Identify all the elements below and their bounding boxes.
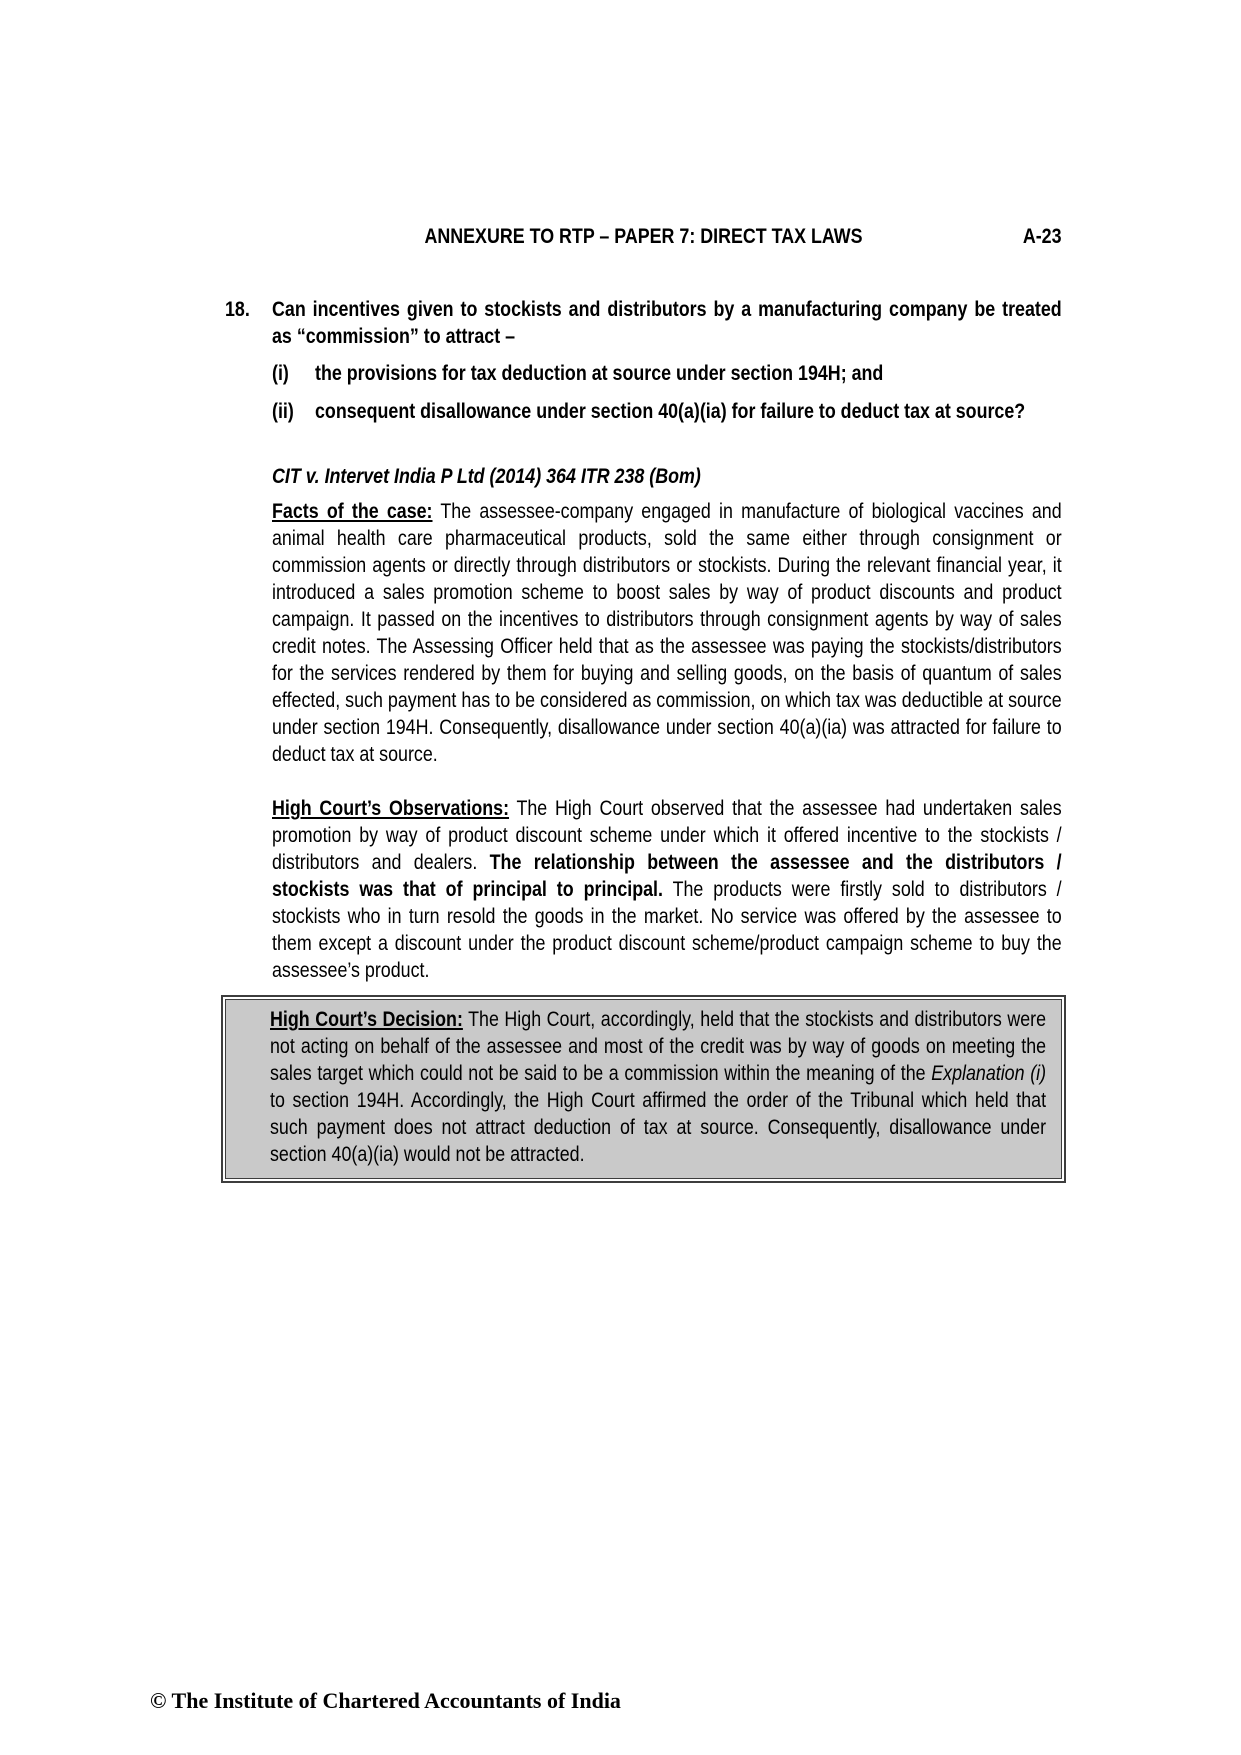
question-number: 18. [225,298,250,321]
page-header [225,223,1062,251]
item-ii-text: consequent disallowance under section 40(a)(ia) for failure to deduct tax at source? [315,400,1026,423]
item-i-marker: (i) [272,362,289,385]
question-18 [225,296,1062,350]
item-i-text: the provisions for tax deduction at source under section 194H; and [315,362,884,385]
footer-copyright: © The Institute of Chartered Accountants of India [150,1688,621,1713]
header-title: ANNEXURE TO RTP – PAPER 7: DIRECT TAX LAWS [424,225,863,248]
page-number: A-23 [1023,225,1062,248]
item-ii-marker: (ii) [272,400,294,423]
decision-paragraph: High Court’s Decision: The High Court, accordingly, held that the stockists and distributors were not acting on behalf of the assessee and most of the credit was by way of goods on meeting the sales target which could not be said to be a commission within the meaning of the Explanation (i) to section 194H. Accordingly, the High Court affirmed the order of the Tribunal which held that such payment does not attract deduction of tax at source. Consequently, disallowance under section 40(a)(ia) would not be attracted. [270,1008,1047,1166]
question-text: Can incentives given to stockists and distributors by a manufacturing company be treated as “commission” to attract – [272,298,1062,348]
observations-paragraph: High Court’s Observations: The High Court observed that the assessee had undertaken sales promotion by way of product discount scheme under which it offered incentive to the stockists / distributors and dealers. The relationship between the assessee and the distributors / stockists was that of principal to principal. The products were firstly sold to distributors / stockists who in turn resold the goods in the market. No service was offered by the assessee to them except a discount under the product discount scheme/product campaign scheme to buy the assessee’s product. [272,797,1062,982]
decision-box [225,999,1062,1179]
question-item-ii [272,398,1194,425]
facts-paragraph: Facts of the case: The assessee-company engaged in manufacture of biological vaccines and animal health care pharmaceutical products, sold the same either through consignment or commission agents or directly through distributors or stockists. During the relevant financial year, it introduced a sales promotion scheme to boost sales by way of product discounts and product campaign. It passed on the incentives to distributors through consignment agents by way of sales credit notes. The Assessing Officer held that as the assessee was paying the stockists/distributors for the services rendered by them for buying and selling goods, on the basis of quantum of sales effected, such payment has to be considered as commission, on which tax was deductible at source under section 194H. Consequently, disallowance under section 40(a)(ia) was attracted for failure to deduct tax at source. [272,500,1062,766]
question-item-i [272,360,1194,387]
case-citation: CIT v. Intervet India P Ltd (2014) 364 ITR 238 (Bom) [272,465,701,488]
